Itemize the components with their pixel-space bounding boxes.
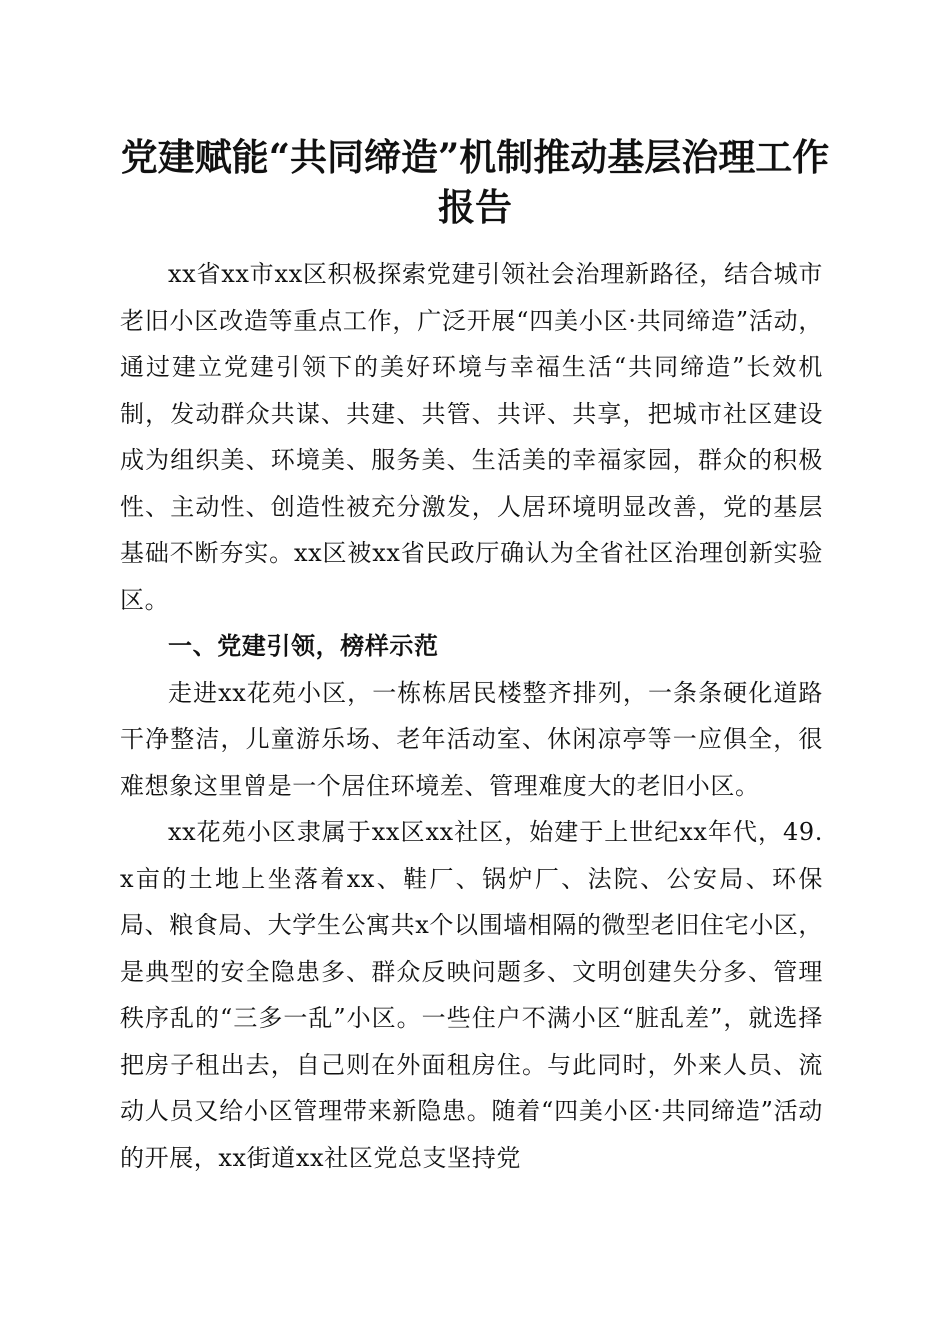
section1-paragraph-2: xx花苑小区隶属于xx区xx社区，始建于上世纪xx年代，49.x亩的土地上坐落着xx、鞋厂、锅炉厂、法院、公安局、环保局、粮食局、大学生公寓共x个以围墙相隔的微型老旧住宅小区，是典型的安全隐患多、群众反映问题多、文明创建失分多、管理秩序乱的“三多一乱”小区。一些住户不满小区“脏乱差”，就选择把房子租出去，自己则在外面租房住。与此同时，外来人员、流动人员又给小区管理带来新隐患。随着“四美小区·共同缔造”活动的开展，xx街道xx社区党总支坚持党 bbox=[120, 818, 823, 1172]
section-heading-1: 一、党建引领，榜样示范 bbox=[168, 632, 439, 660]
document-title bbox=[110, 132, 840, 232]
section1-paragraph-1: 走进xx花苑小区，一栋栋居民楼整齐排列，一条条硬化道路干净整洁，儿童游乐场、老年活动室、休闲凉亭等一应俱全，很难想象这里曾是一个居住环境差、管理难度大的老旧小区。 bbox=[120, 678, 823, 800]
intro-paragraph: xx省xx市xx区积极探索党建引领社会治理新路径，结合城市老旧小区改造等重点工作，广泛开展“四美小区·共同缔造”活动，通过建立党建引领下的美好环境与幸福生活“共同缔造”长效机制，发动群众共谋、共建、共管、共评、共享，把城市社区建设成为组织美、环境美、服务美、生活美的幸福家园，群众的积极性、主动性、创造性被充分激发，人居环境明显改善，党的基层基础不断夯实。xx区被xx省民政厅确认为全省社区治理创新实验区。 bbox=[120, 260, 823, 614]
title-line-2: 报告 bbox=[438, 185, 512, 229]
document-body bbox=[120, 251, 823, 1181]
title-line-1: 党建赋能“共同缔造”机制推动基层治理工作 bbox=[120, 135, 830, 179]
